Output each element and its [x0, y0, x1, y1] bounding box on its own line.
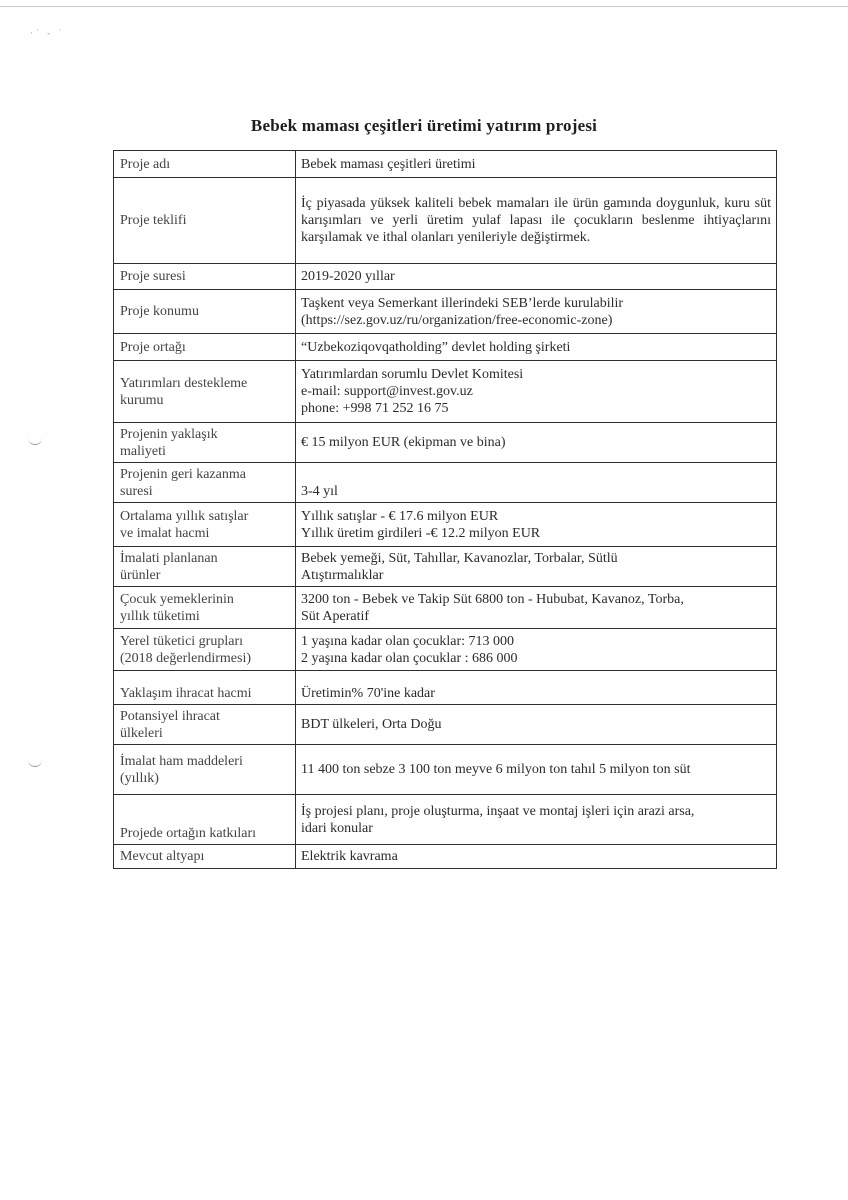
label-text: Mevcut altyapı [120, 849, 205, 864]
row-value [296, 629, 777, 671]
table-row [114, 705, 777, 745]
table-row [114, 671, 777, 705]
value-text: 3200 ton - Bebek ve Takip Süt 6800 ton - Hububat, Kavanoz, Torba, [301, 591, 684, 607]
row-value [296, 151, 777, 178]
table-row [114, 845, 777, 869]
table-row [114, 795, 777, 845]
value-text: e-mail: support@invest.gov.uz [301, 384, 473, 399]
row-label [114, 547, 296, 587]
label-text: kurumu [120, 392, 164, 408]
label-text: suresi [120, 483, 153, 499]
label-text: Proje ortağı [120, 339, 186, 355]
row-value [296, 423, 777, 463]
row-value [296, 264, 777, 290]
label-text: Projenin geri kazanma [120, 466, 246, 482]
label-text: ürünler [120, 567, 161, 583]
table-row [114, 151, 777, 178]
row-value [296, 463, 777, 503]
scan-artifact: ·˙ - ˙ [30, 28, 65, 38]
row-label [114, 745, 296, 795]
value-text: 3-4 yıl [301, 484, 338, 499]
value-text: Yatırımlardan sorumlu Devlet Komitesi [301, 367, 524, 382]
row-label [114, 629, 296, 671]
document-title: Bebek maması çeşitleri üretimi yatırım projesi [250, 116, 598, 135]
value-link-text: (https://sez.gov.uz/ru/organization/free-economic-zone) [301, 312, 613, 328]
table-row [114, 745, 777, 795]
row-value [296, 361, 777, 423]
row-label [114, 463, 296, 503]
label-text: ülkeleri [120, 725, 163, 741]
row-value [296, 178, 777, 264]
value-text: Yıllık üretim girdileri -€ 12.2 milyon EUR [301, 525, 541, 541]
row-value [296, 671, 777, 705]
value-text: 2019-2020 yıllar [301, 269, 395, 284]
label-text: maliyeti [120, 443, 166, 459]
label-text: Potansiyel ihracat [120, 708, 220, 724]
row-label [114, 264, 296, 290]
row-label [114, 845, 296, 869]
value-text: Bebek maması çeşitleri üretimi [301, 156, 476, 172]
project-info-table [113, 150, 777, 869]
label-text: yıllık tüketimi [120, 608, 200, 624]
label-text: (2018 değerlendirmesi) [120, 650, 252, 666]
label-text: Ortalama yıllık satışlar [120, 508, 249, 524]
value-text: phone: +998 71 252 16 75 [301, 401, 449, 416]
row-label [114, 705, 296, 745]
row-value [296, 290, 777, 334]
row-value [296, 705, 777, 745]
label-text: İmalat ham maddeleri [120, 753, 243, 769]
row-label [114, 334, 296, 361]
row-value [296, 503, 777, 547]
value-text: Elektrik kavrama [301, 849, 398, 864]
margin-mark [28, 438, 42, 445]
table-row [114, 334, 777, 361]
label-text: Yerel tüketici grupları [120, 633, 243, 649]
row-label [114, 587, 296, 629]
value-text: Bebek yemeği, Süt, Tahıllar, Kavanozlar, Torbalar, Sütlü [301, 550, 618, 566]
row-label [114, 795, 296, 845]
value-text: İş projesi planı, proje oluşturma, inşaat ve montaj işleri için arazi arsa, [301, 803, 695, 819]
table-row [114, 463, 777, 503]
table-row [114, 503, 777, 547]
table-row [114, 361, 777, 423]
row-value [296, 334, 777, 361]
row-label [114, 290, 296, 334]
row-value [296, 795, 777, 845]
label-text: ve imalat hacmi [120, 525, 210, 541]
label-text: Çocuk yemeklerinin [120, 591, 234, 607]
table-row [114, 587, 777, 629]
row-label [114, 178, 296, 264]
label-text: Proje suresi [120, 269, 186, 284]
row-value [296, 547, 777, 587]
row-label [114, 503, 296, 547]
value-text: 2 yaşına kadar olan çocuklar : 686 000 [301, 650, 518, 666]
row-value [296, 745, 777, 795]
table-row [114, 178, 777, 264]
label-text: İmalati planlanan [120, 550, 218, 566]
table-row [114, 290, 777, 334]
table-row [114, 629, 777, 671]
row-label [114, 151, 296, 178]
table-row [114, 264, 777, 290]
value-text: Süt Aperatif [301, 608, 370, 624]
value-text: Üretimin% 70'ine kadar [301, 686, 435, 701]
label-text: Projede ortağın katkıları [120, 826, 257, 841]
margin-mark [28, 760, 42, 767]
label-text: Yatırımları destekleme [120, 375, 248, 391]
value-text: idari konular [301, 820, 373, 836]
value-text: Atıştırmalıklar [301, 567, 384, 583]
row-label [114, 423, 296, 463]
value-text: 1 yaşına kadar olan çocuklar: 713 000 [301, 633, 515, 649]
label-text: Proje konumu [120, 304, 199, 319]
label-text: Proje adı [120, 156, 171, 172]
value-text: Yıllık satışlar - € 17.6 milyon EUR [301, 508, 499, 524]
value-text: € 15 milyon EUR (ekipman ve bina) [301, 435, 506, 450]
row-label [114, 671, 296, 705]
row-label [114, 361, 296, 423]
table-row [114, 423, 777, 463]
value-text: BDT ülkeleri, Orta Doğu [301, 717, 442, 732]
value-text: 11 400 ton sebze 3 100 ton meyve 6 milyon ton tahıl 5 milyon ton süt [301, 762, 691, 777]
row-value [296, 587, 777, 629]
table-row [114, 547, 777, 587]
label-text: Projenin yaklaşık [120, 426, 218, 442]
page-edge-line [0, 6, 848, 7]
label-text: Proje teklifi [120, 213, 187, 228]
label-text: (yıllık) [120, 770, 159, 786]
value-text: “Uzbekoziqovqatholding” devlet holding şirketi [301, 339, 571, 355]
label-text: Yaklaşım ihracat hacmi [120, 686, 252, 701]
row-value [296, 845, 777, 869]
value-text: Taşkent veya Semerkant illerindeki SEB’lerde kurulabilir [301, 295, 624, 311]
value-text: İç piyasada yüksek kaliteli bebek mamaları ile ürün gamında doygunluk, kuru süt karışımları ve yerli üretim yulaf lapası ile çocukların beslenme ihtiyaçlarını karşılamak ve ithal olanları yenileriyle değiştirmek. [301, 196, 771, 245]
